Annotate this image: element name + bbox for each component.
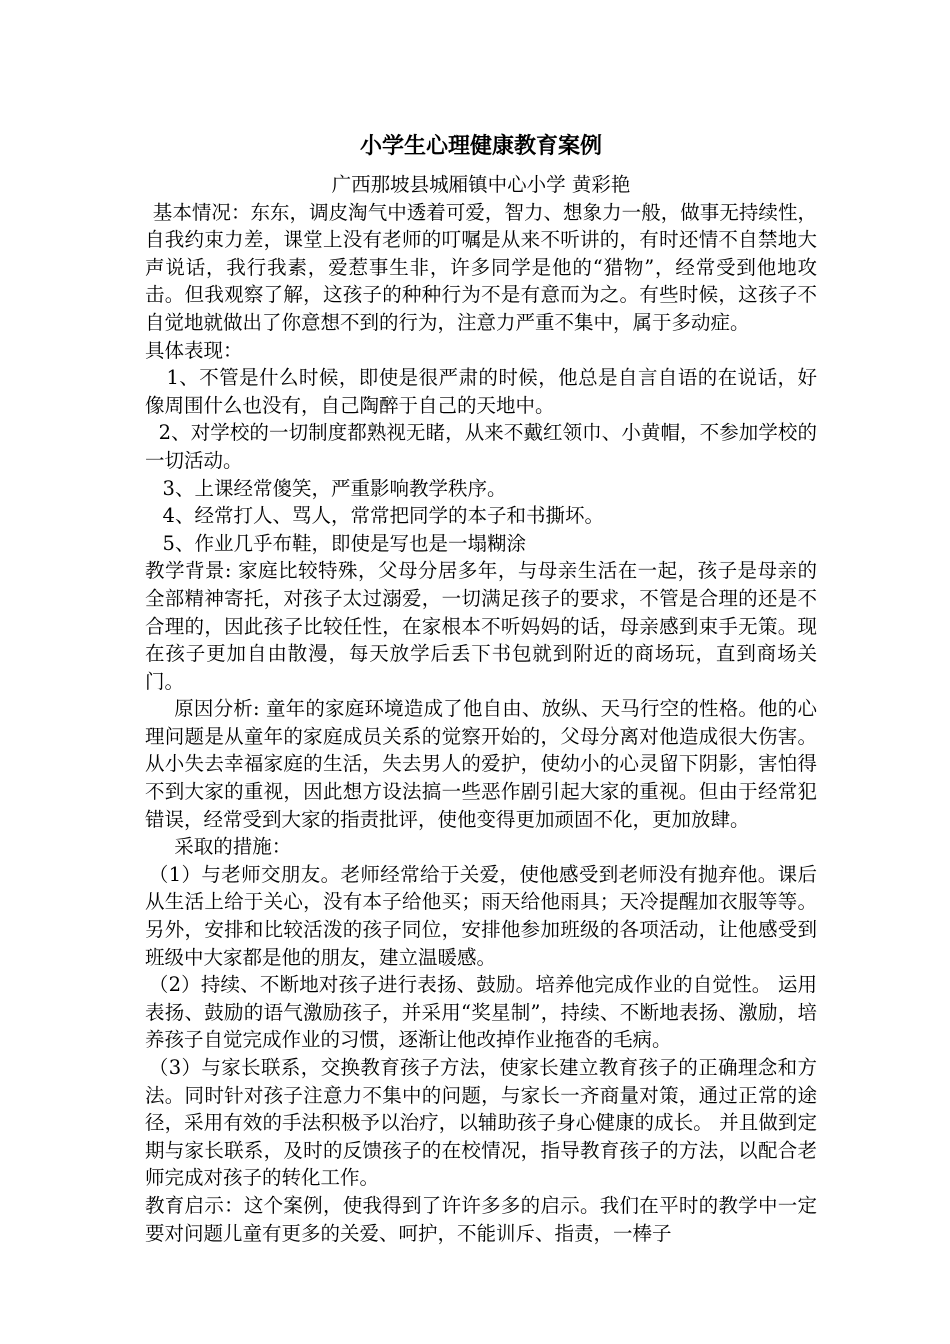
list-item-measure-1: （1）与老师交朋友。老师经常给于关爱，使他感受到老师没有抛弃他。课后从生活上给于关心，没有本子给他买；雨天给他雨具；天冷提醒加衣服等等。另外，安排和比较活泼的孩子同位，安排他参加班级的各项活动，让他感受到班级中大家都是他的朋友，建立温暖感。 — [145, 862, 817, 969]
paragraph-basic-situation: 基本情况：东东，调皮淘气中透着可爱，智力、想象力一般，做事无持续性，自我约束力差，课堂上没有老师的叮嘱是从来不听讲的，有时还情不自禁地大声说话，我行我素，爱惹事生非，许多同学是他的“猎物”，经常受到他地攻击。但我观察了解，这孩子的种种行为不是有意而为之。有些时候，这孩子不自觉地就做出了你意想不到的行为，注意力严重不集中，属于多动症。 — [145, 200, 817, 334]
list-item-measure-2: （2）持续、不断地对孩子进行表扬、鼓励。培养他完成作业的自觉性。 运用表扬、鼓励的语气激励孩子，并采用“奖星制”，持续、不断地表扬、激励，培养孩子自觉完成作业的习惯，逐渐让他改掉作业拖沓的毛病。 — [145, 973, 817, 1052]
document-body — [145, 130, 817, 1247]
paragraph-education-insight: 教育启示：这个案例，使我得到了许许多多的启示。我们在平时的教学中一定要对问题儿童有更多的关爱、呵护，不能训斥、指责，一棒子 — [145, 1193, 817, 1245]
author-line: 广西那坡县城厢镇中心小学 黄彩艳 — [331, 173, 631, 196]
list-item-measure-3: （3）与家长联系，交换教育孩子方法，使家长建立教育孩子的正确理念和方法。同时针对孩子注意力不集中的问题，与家长一齐商量对策，通过正常的途径，采用有效的手法积极予以治疗，以辅助孩子身心健康的成长。 并且做到定期与家长联系，及时的反馈孩子的在校情况，指导教育孩子的方法，以配合老师完成对孩子的转化工作。 — [145, 1056, 817, 1190]
list-item-symptom-1: 1、不管是什么时候，即使是很严肃的时候，他总是自言自语的在说话，好像周围什么也没有，自己陶醉于自己的天地中。 — [145, 366, 817, 417]
list-item-symptom-5: 5、作业几乎布鞋，即使是写也是一塌糊涂 — [162, 531, 526, 555]
document-title: 小学生心理健康教育案例 — [359, 134, 602, 159]
paragraph-heading-measures: 采取的措施： — [174, 835, 292, 859]
list-item-symptom-4: 4、经常打人、骂人，常常把同学的本子和书撕坏。 — [162, 504, 604, 528]
list-item-symptom-2: 2、对学校的一切制度都熟视无睹，从来不戴红领巾、小黄帽，不参加学校的一切活动。 — [145, 421, 817, 472]
list-item-symptom-3: 3、上课经常傻笑，严重影响教学秩序。 — [162, 476, 507, 500]
paragraph-cause-analysis: 原因分析: 童年的家庭环境造成了他自由、放纵、天马行空的性格。他的心理问题是从童年的家庭成员关系的觉察开始的，父母分离对他造成很大伤害。从小失去幸福家庭的生活，失去男人的爱护，使幼小的心灵留下阴影，害怕得不到大家的重视，因此想方设法搞一些恶作剧引起大家的重视。但由于经常犯错误，经常受到大家的指责批评，使他变得更加顽固不化，更加放肆。 — [145, 697, 817, 831]
paragraph-heading-symptoms: 具体表现： — [145, 338, 243, 362]
paragraph-background: 教学背景: 家庭比较特殊，父母分居多年，与母亲生活在一起，孩子是母亲的全部精神寄托，对孩子太过溺爱，一切满足孩子的要求，不管是合理的还是不合理的，因此孩子比较任性，在家根本不听妈妈的话，母亲感到束手无策。现在孩子更加自由散漫，每天放学后丢下书包就到附近的商场玩，直到商场关门。 — [145, 559, 817, 693]
